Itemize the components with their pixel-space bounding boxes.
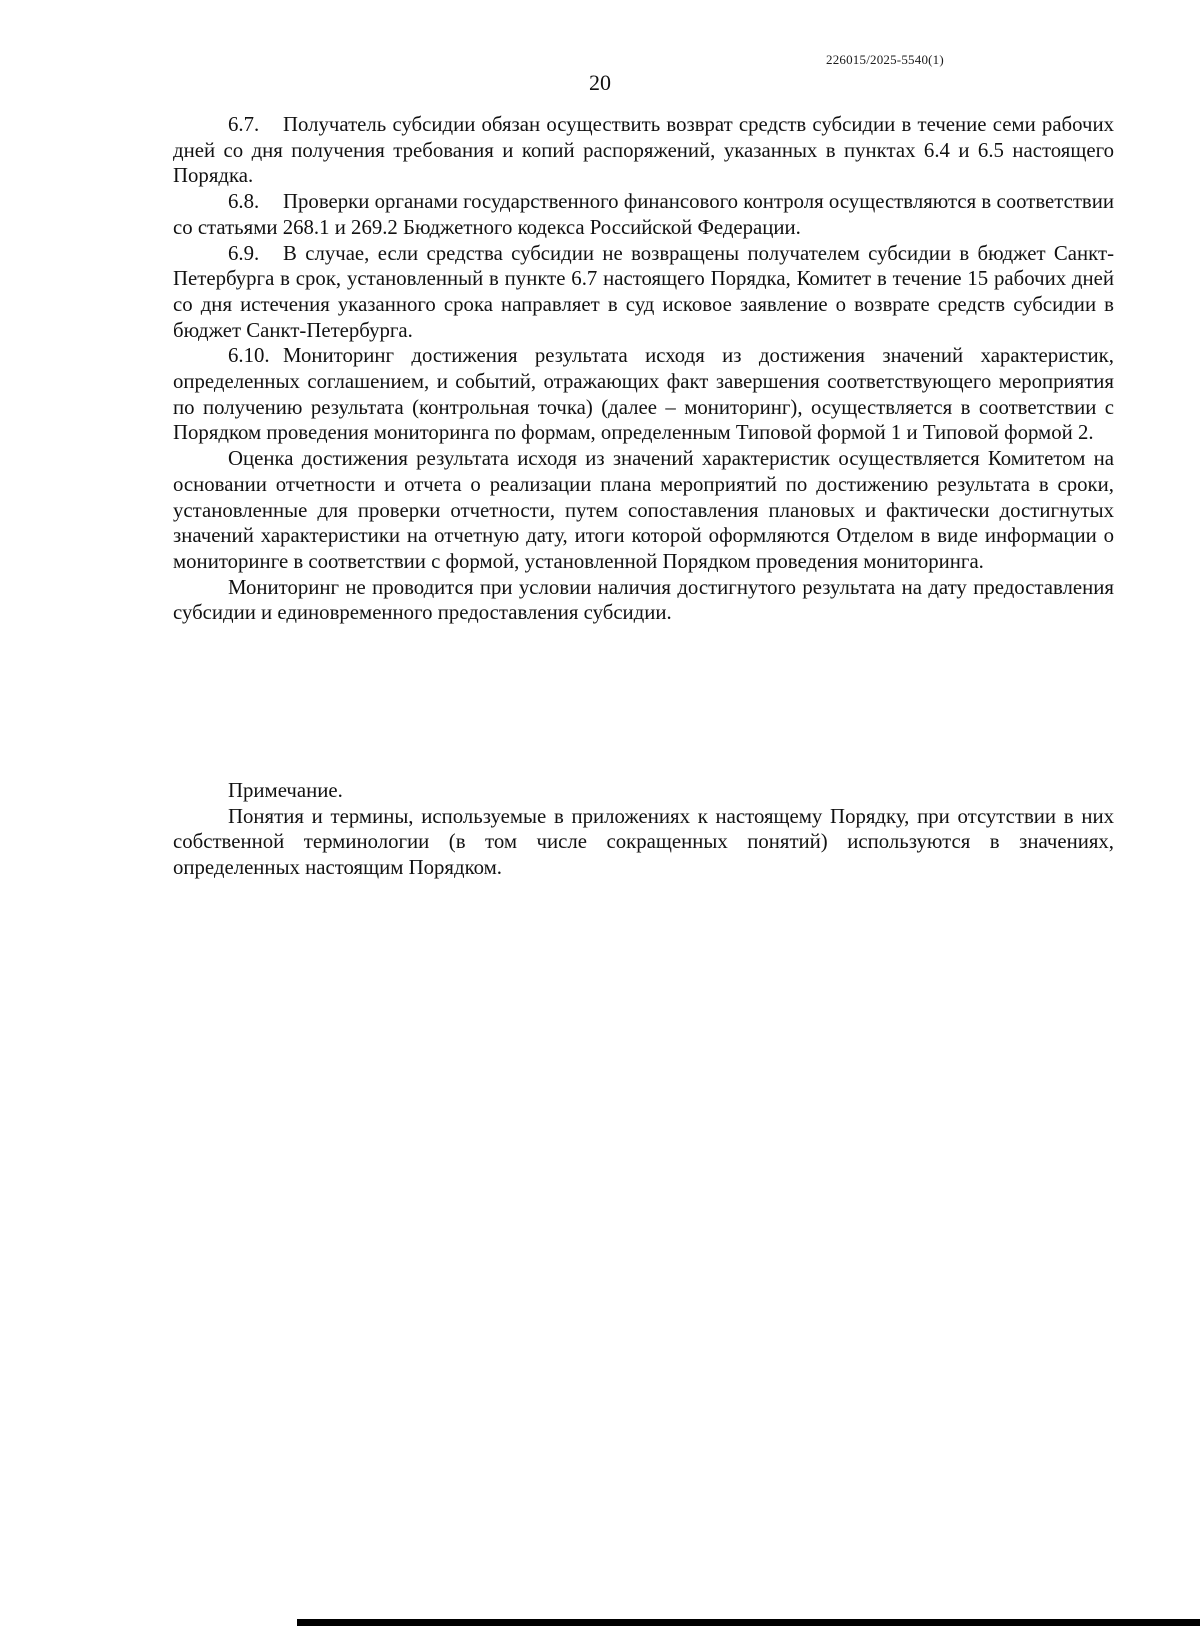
note-title: Примечание. xyxy=(228,779,343,802)
paragraph-text: Проверки органами государственного финансового контроля осуществляются в соответствии со статьями 268.1 и 269.2 Бюджетного кодекса Российской Федерации. xyxy=(173,190,1114,239)
note-block xyxy=(173,778,1114,881)
note-text: Понятия и термины, используемые в приложениях к настоящему Порядку, при отсутствии в них собственной терминологии (в том числе сокращенных понятий) используются в значениях, определенных настоящим Порядком. xyxy=(173,804,1114,880)
paragraph-6-9 xyxy=(173,241,1114,344)
paragraph-6-10 xyxy=(173,343,1114,446)
paragraph-text: Получатель субсидии обязан осуществить возврат средств субсидии в течение семи рабочих дней со дня получения требования и копий распоряжений, указанных в пунктах 6.4 и 6.5 настоящего Порядка. xyxy=(173,113,1114,188)
document-code: 226015/2025-5540(1) xyxy=(826,52,944,67)
paragraph-number: 6.7. xyxy=(228,113,260,136)
paragraph-number: 6.8. xyxy=(228,190,260,214)
paragraph-text: Мониторинг не проводится при условии наличия достигнутого результата на дату предоставления субсидии и единовременного предоставления субсидии. xyxy=(173,575,1114,625)
document-body xyxy=(173,112,1114,626)
paragraph-6-7 xyxy=(173,112,1114,189)
paragraph-text: Оценка достижения результата исходя из значений характеристик осуществляется Комитетом на основании отчетности и отчета о реализации плана мероприятий по достижению результата в сроки, установленные для проверки отчетности, путем сопоставления плановых и фактически достигнутых значений характеристики на отчетную дату, итоги которой оформляются Отделом в виде информации о мониторинге в соответствии с формой, установленной Порядком проведения мониторинга. xyxy=(173,447,1114,573)
paragraph-text: В случае, если средства субсидии не возвращены получателем субсидии в бюджет Санкт-Петербурга в срок, установленный в пункте 6.7 настоящего Порядка, Комитет в течение 15 рабочих дней со дня истечения указанного срока направляет в суд исковое заявление о возврате средств субсидии в бюджет Санкт-Петербурга. xyxy=(173,241,1114,342)
paragraph-text: Мониторинг достижения результата исходя из достижения значений характеристик, определенных соглашением, и событий, отражающих факт завершения соответствующего мероприятия по получению результата (контрольная точка) (далее – мониторинг), осуществляется в соответствии с Порядком проведения мониторинга по формам, определенным Типовой формой 1 и Типовой формой 2. xyxy=(173,344,1114,445)
scan-edge-rule xyxy=(297,1619,1200,1626)
page-number: 20 xyxy=(589,70,611,95)
paragraph-monitoring-exception xyxy=(173,575,1114,626)
paragraph-assessment xyxy=(173,446,1114,575)
paragraph-number: 6.10. xyxy=(228,344,270,368)
paragraph-number: 6.9. xyxy=(228,241,260,265)
paragraph-6-8 xyxy=(173,189,1114,240)
